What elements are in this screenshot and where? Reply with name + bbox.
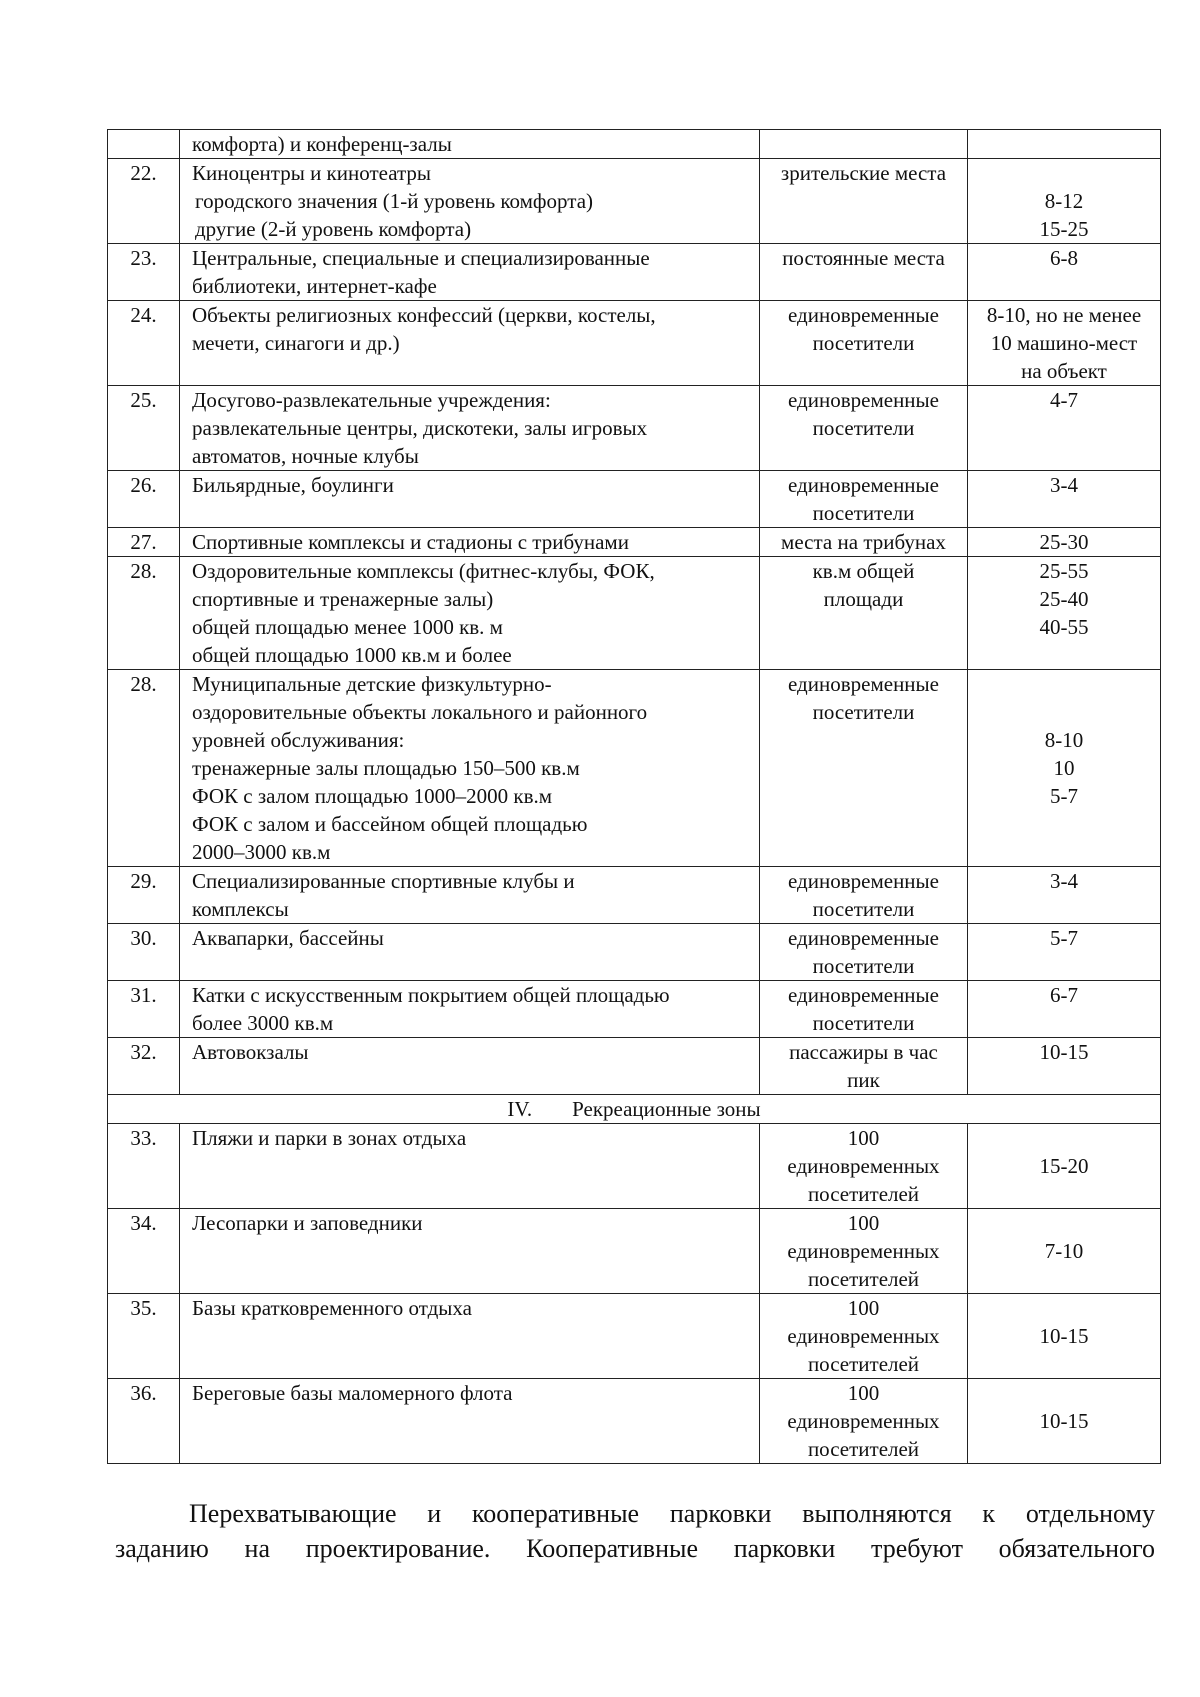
norm-value-line: 8-10	[1044, 728, 1084, 752]
row-number: 27.	[130, 530, 157, 554]
row-number-cell	[108, 1294, 180, 1379]
description-cell	[180, 471, 760, 528]
norm-value-cell	[968, 386, 1161, 471]
description-line: уровней обслуживания:	[192, 728, 405, 752]
line-spacer	[968, 1294, 1160, 1322]
norm-value-line: 4-7	[1050, 388, 1078, 412]
norm-value-line: 8-10, но не менее	[986, 303, 1142, 327]
unit-cell	[760, 1379, 968, 1464]
unit-line: посетители	[812, 1011, 915, 1035]
description-line: Автовокзалы	[192, 1040, 309, 1064]
row-number-cell	[108, 867, 180, 924]
norm-value-cell	[968, 130, 1161, 159]
norm-value-cell	[968, 924, 1161, 981]
row-number: 31.	[130, 983, 157, 1007]
table-row	[108, 1124, 1161, 1209]
norm-value-cell	[968, 244, 1161, 301]
unit-cell	[760, 244, 968, 301]
norm-value-cell	[968, 301, 1161, 386]
norm-value-cell	[968, 1038, 1161, 1095]
norm-value-cell	[968, 471, 1161, 528]
unit-cell	[760, 867, 968, 924]
unit-line: посетителей	[807, 1182, 920, 1206]
row-number: 35.	[130, 1296, 157, 1320]
norm-value-line: 6-7	[1050, 983, 1078, 1007]
unit-cell	[760, 924, 968, 981]
table-row	[108, 159, 1161, 244]
line-spacer	[968, 1379, 1160, 1407]
unit-line: площади	[823, 587, 904, 611]
row-number-cell	[108, 301, 180, 386]
description-line: Центральные, специальные и специализированные	[192, 246, 650, 270]
unit-line: 100	[847, 1381, 880, 1405]
line-spacer	[968, 670, 1160, 698]
description-line: Специализированные спортивные клубы и	[192, 869, 575, 893]
row-number-cell	[108, 471, 180, 528]
norm-value-cell	[968, 670, 1161, 867]
unit-line: посетители	[812, 331, 915, 355]
unit-cell	[760, 528, 968, 557]
row-number-cell	[108, 924, 180, 981]
description-line: автоматов, ночные клубы	[192, 444, 419, 468]
unit-cell	[760, 1294, 968, 1379]
description-cell	[180, 1294, 760, 1379]
row-number: 29.	[130, 869, 157, 893]
table-row	[108, 1209, 1161, 1294]
description-line: Оздоровительные комплексы (фитнес-клубы, ФОК,	[192, 559, 655, 583]
row-number: 23.	[130, 246, 157, 270]
description-line: другие (2-й уровень комфорта)	[195, 217, 472, 241]
description-cell	[180, 386, 760, 471]
description-cell	[180, 867, 760, 924]
table-row	[108, 924, 1161, 981]
unit-line: посетители	[812, 954, 915, 978]
unit-cell	[760, 159, 968, 244]
description-cell	[180, 557, 760, 670]
unit-cell	[760, 981, 968, 1038]
description-line: городского значения (1-й уровень комфорта)	[195, 189, 594, 213]
unit-line: единовременных	[787, 1324, 940, 1348]
unit-line: посетители	[812, 501, 915, 525]
table-row	[108, 867, 1161, 924]
norm-value-line: 10-15	[1039, 1324, 1089, 1348]
unit-cell	[760, 386, 968, 471]
unit-cell	[760, 1209, 968, 1294]
parking-norms-table	[107, 129, 1161, 1464]
table-row	[108, 471, 1161, 528]
description-line: Киноцентры и кинотеатры	[192, 161, 432, 185]
description-line: развлекательные центры, дискотеки, залы игровых	[192, 416, 648, 440]
norm-value-line: 10 машино-мест	[990, 331, 1138, 355]
description-line: тренажерные залы площадью 150–500 кв.м	[192, 756, 580, 780]
description-line: Бильярдные, боулинги	[192, 473, 394, 497]
table-row	[108, 1038, 1161, 1095]
unit-line: посетителей	[807, 1267, 920, 1291]
description-line: Базы кратковременного отдыха	[192, 1296, 472, 1320]
norm-value-cell	[968, 1124, 1161, 1209]
row-number: 26.	[130, 473, 157, 497]
row-number-cell	[108, 159, 180, 244]
row-number-cell	[108, 1209, 180, 1294]
unit-line: единовременные	[788, 388, 939, 412]
row-number: 32.	[130, 1040, 157, 1064]
unit-cell	[760, 1124, 968, 1209]
row-number: 28.	[130, 559, 157, 583]
description-line: ФОК с залом площадью 1000–2000 кв.м	[192, 784, 553, 808]
unit-cell	[760, 471, 968, 528]
row-number	[108, 130, 179, 158]
unit-cell	[760, 670, 968, 867]
unit-line: посетители	[812, 416, 915, 440]
unit-cell	[760, 301, 968, 386]
table-row	[108, 130, 1161, 159]
norm-value-line: 40-55	[1039, 615, 1089, 639]
norm-value-cell	[968, 528, 1161, 557]
description-cell	[180, 981, 760, 1038]
description-line: общей площадью 1000 кв.м и более	[192, 643, 512, 667]
table-row	[108, 670, 1161, 867]
unit-line: 100	[847, 1126, 880, 1150]
norm-value-line: 25-30	[1039, 530, 1089, 554]
unit-line: посетителей	[807, 1437, 920, 1461]
description-cell	[180, 159, 760, 244]
description-line: библиотеки, интернет-кафе	[192, 274, 437, 298]
row-number: 36.	[130, 1381, 157, 1405]
norm-value-cell	[968, 159, 1161, 244]
row-number: 24.	[130, 303, 157, 327]
unit-line: постоянные места	[782, 246, 945, 270]
description-line: комплексы	[192, 897, 289, 921]
unit-line: единовременные	[788, 869, 939, 893]
norm-value-line: 3-4	[1050, 473, 1078, 497]
row-number: 22.	[130, 161, 157, 185]
norm-value-cell	[968, 867, 1161, 924]
section-title: Рекреационные зоны	[572, 1097, 761, 1121]
norm-value-line: 25-40	[1039, 587, 1089, 611]
description-line: более 3000 кв.м	[192, 1011, 334, 1035]
description-line: общей площадью менее 1000 кв. м	[192, 615, 503, 639]
row-number-cell	[108, 130, 180, 159]
norm-value-line: 5-7	[1050, 926, 1078, 950]
description-line: Катки с искусственным покрытием общей площадью	[192, 983, 670, 1007]
line-spacer	[968, 1209, 1160, 1237]
unit-line: посетителей	[807, 1352, 920, 1376]
description-cell	[180, 670, 760, 867]
table-row	[108, 1294, 1161, 1379]
row-number: 30.	[130, 926, 157, 950]
description-line: оздоровительные объекты локального и районного	[192, 700, 648, 724]
description-line: Аквапарки, бассейны	[192, 926, 384, 950]
norm-value-cell	[968, 1209, 1161, 1294]
section-heading-cell	[108, 1095, 1161, 1124]
description-line: Береговые базы маломерного флота	[192, 1381, 513, 1405]
table-row	[108, 301, 1161, 386]
unit-line: единовременные	[788, 303, 939, 327]
norm-value-line: 15-20	[1039, 1154, 1089, 1178]
norm-value-line: на объект	[1021, 359, 1107, 383]
description-line: Объекты религиозных конфессий (церкви, костелы,	[192, 303, 656, 327]
row-number-cell	[108, 1124, 180, 1209]
unit-line: посетители	[812, 700, 915, 724]
norm-value-cell	[968, 1379, 1161, 1464]
norm-value-line: 15-25	[1039, 217, 1089, 241]
unit-line: кв.м общей	[812, 559, 915, 583]
norm-value-line: 7-10	[1044, 1239, 1084, 1263]
closing-paragraph	[115, 1496, 1155, 1566]
unit-cell	[760, 130, 968, 159]
description-line: комфорта) и конференц-залы	[192, 132, 452, 156]
unit-line: единовременных	[787, 1154, 940, 1178]
table-row	[108, 386, 1161, 471]
description-cell	[180, 1209, 760, 1294]
unit-line: посетители	[812, 897, 915, 921]
unit-line: 100	[847, 1211, 880, 1235]
description-cell	[180, 301, 760, 386]
unit-cell	[760, 557, 968, 670]
norm-value-line: 3-4	[1050, 869, 1078, 893]
norm-value-cell	[968, 981, 1161, 1038]
norm-value-line: 6-8	[1050, 246, 1078, 270]
unit-line: места на трибунах	[781, 530, 946, 554]
norm-value-line: 10-15	[1039, 1040, 1089, 1064]
norm-value-cell	[968, 557, 1161, 670]
row-number-cell	[108, 981, 180, 1038]
unit-line: единовременные	[788, 672, 939, 696]
description-cell	[180, 924, 760, 981]
description-line: Спортивные комплексы и стадионы с трибунами	[192, 530, 629, 554]
description-cell	[180, 244, 760, 301]
description-line: 2000–3000 кв.м	[192, 840, 331, 864]
line-spacer	[968, 698, 1160, 726]
norm-value-line: 8-12	[1044, 189, 1084, 213]
row-number: 25.	[130, 388, 157, 412]
norm-value-line: 10-15	[1039, 1409, 1089, 1433]
description-line: Муниципальные детские физкультурно-	[192, 672, 552, 696]
closing-line-2: заданию на проектирование. Кооперативные парковки требуют обязательного	[115, 1534, 1155, 1563]
row-number-cell	[108, 1038, 180, 1095]
description-line: спортивные и тренажерные залы)	[192, 587, 494, 611]
unit-line: зрительские места	[780, 161, 947, 185]
norm-value-line: 5-7	[1050, 784, 1078, 808]
table-row	[108, 528, 1161, 557]
table-row	[108, 557, 1161, 670]
description-cell	[180, 1124, 760, 1209]
unit-line: единовременных	[787, 1409, 940, 1433]
row-number-cell	[108, 1379, 180, 1464]
description-cell	[180, 1379, 760, 1464]
row-number: 28.	[130, 672, 157, 696]
unit-line: единовременных	[787, 1239, 940, 1263]
description-line: ФОК с залом и бассейном общей площадью	[192, 812, 588, 836]
line-spacer	[968, 1124, 1160, 1152]
table-row	[108, 981, 1161, 1038]
row-number-cell	[108, 244, 180, 301]
description-line: Лесопарки и заповедники	[192, 1211, 423, 1235]
description-line: Досугово-развлекательные учреждения:	[192, 388, 551, 412]
row-number-cell	[108, 528, 180, 557]
unit-cell	[760, 1038, 968, 1095]
description-cell	[180, 1038, 760, 1095]
norm-value-line: 25-55	[1039, 559, 1089, 583]
section-roman-numeral: IV.	[507, 1097, 533, 1121]
norm-value-line: 10	[1053, 756, 1075, 780]
section-row	[108, 1095, 1161, 1124]
description-line: Пляжи и парки в зонах отдыха	[192, 1126, 467, 1150]
description-line: мечети, синагоги и др.)	[192, 331, 400, 355]
row-number: 34.	[130, 1211, 157, 1235]
unit-line: единовременные	[788, 926, 939, 950]
unit-line: единовременные	[788, 473, 939, 497]
unit-line: пассажиры в час	[789, 1040, 938, 1064]
row-number-cell	[108, 386, 180, 471]
unit-line: пик	[847, 1068, 880, 1092]
unit-line: единовременные	[788, 983, 939, 1007]
description-cell	[180, 528, 760, 557]
unit-line: 100	[847, 1296, 880, 1320]
closing-line-1: Перехватывающие и кооперативные парковки выполняются к отдельному	[189, 1499, 1155, 1528]
row-number-cell	[108, 670, 180, 867]
description-cell	[180, 130, 760, 159]
table-row	[108, 244, 1161, 301]
line-spacer	[968, 159, 1160, 187]
row-number-cell	[108, 557, 180, 670]
table-row	[108, 1379, 1161, 1464]
norm-value-cell	[968, 1294, 1161, 1379]
row-number: 33.	[130, 1126, 157, 1150]
table-body	[108, 130, 1161, 1464]
